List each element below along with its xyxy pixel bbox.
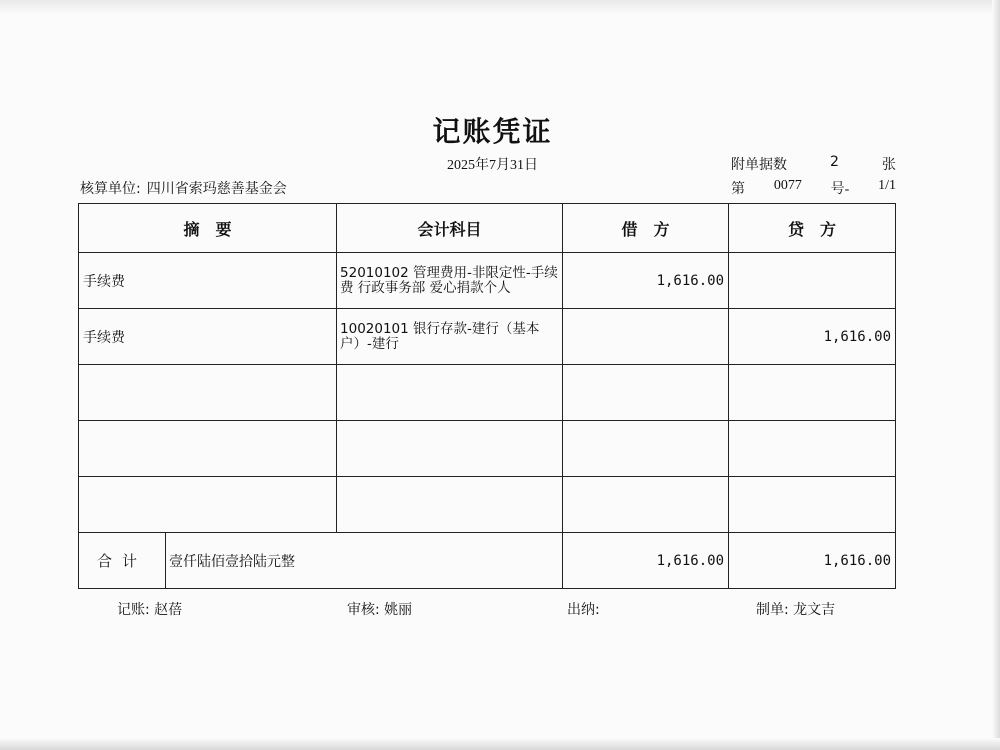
scan-edge-top (0, 0, 1000, 14)
footer-preparer (756, 599, 835, 619)
row-credit (729, 253, 896, 309)
table-row (79, 253, 896, 309)
row-account: 52010102 管理费用-非限定性-手续费 行政事务部 爱心捐款个人 (337, 253, 563, 309)
table-header-row (79, 204, 896, 253)
table-row (79, 477, 896, 533)
attach-label: 附单据数 (731, 157, 787, 173)
row-summary: 手续费 (79, 309, 337, 365)
voucher-no-suffix: 号- (830, 182, 850, 197)
row-summary (79, 477, 337, 533)
voucher-no-value: 0077 (773, 178, 802, 193)
row-debit (563, 309, 729, 365)
scan-edge-right (992, 0, 1000, 750)
row-summary: 手续费 (79, 253, 337, 309)
auditor-label: 审核: (347, 602, 380, 618)
row-credit (729, 421, 896, 477)
bookkeeper-label: 记账: (117, 602, 150, 618)
footer-auditor (347, 599, 412, 619)
table-row (79, 309, 896, 365)
voucher-title: 记账凭证 (432, 115, 553, 148)
row-credit (729, 365, 896, 421)
row-debit: 1,616.00 (563, 253, 729, 309)
table-row (79, 421, 896, 477)
accounting-unit (80, 178, 287, 198)
row-summary (79, 365, 337, 421)
bookkeeper-name: 赵蓓 (154, 602, 183, 618)
unit-label: 核算单位: (80, 181, 141, 197)
preparer-name: 龙文吉 (793, 602, 836, 618)
scan-edge-bottom (0, 738, 1000, 750)
voucher-table (78, 203, 896, 589)
preparer-label: 制单: (756, 602, 789, 618)
footer-cashier (567, 599, 600, 619)
attach-unit: 张 (881, 157, 896, 173)
row-debit (563, 477, 729, 533)
voucher-date: 2025年7月31日 (447, 158, 538, 173)
row-account (337, 477, 563, 533)
attachment-count (731, 154, 896, 174)
col-debit-header: 借 方 (563, 204, 729, 253)
table-row (79, 365, 896, 421)
col-account-header: 会计科目 (337, 204, 563, 253)
col-summary-header: 摘 要 (79, 204, 337, 253)
row-account: 10020101 银行存款-建行（基本户）-建行 (337, 309, 563, 365)
row-account (337, 365, 563, 421)
total-credit: 1,616.00 (729, 533, 896, 589)
voucher-number (731, 178, 896, 198)
row-account (337, 421, 563, 477)
auditor-name: 姚丽 (384, 602, 413, 618)
cashier-label: 出纳: (567, 602, 600, 618)
total-amount-words: 壹仟陆佰壹拾陆元整 (166, 533, 563, 589)
row-debit (563, 421, 729, 477)
total-debit: 1,616.00 (563, 533, 729, 589)
unit-name: 四川省索玛慈善基金会 (146, 181, 287, 197)
row-debit (563, 365, 729, 421)
row-credit: 1,616.00 (729, 309, 896, 365)
voucher-page: 1/1 (878, 178, 896, 193)
attach-count: 2 (830, 154, 839, 170)
row-summary (79, 421, 337, 477)
voucher-no-label: 第 (731, 182, 745, 197)
total-label: 合计 (79, 533, 166, 589)
footer-bookkeeper (117, 599, 182, 619)
total-row (79, 533, 896, 589)
col-credit-header: 贷 方 (729, 204, 896, 253)
row-credit (729, 477, 896, 533)
